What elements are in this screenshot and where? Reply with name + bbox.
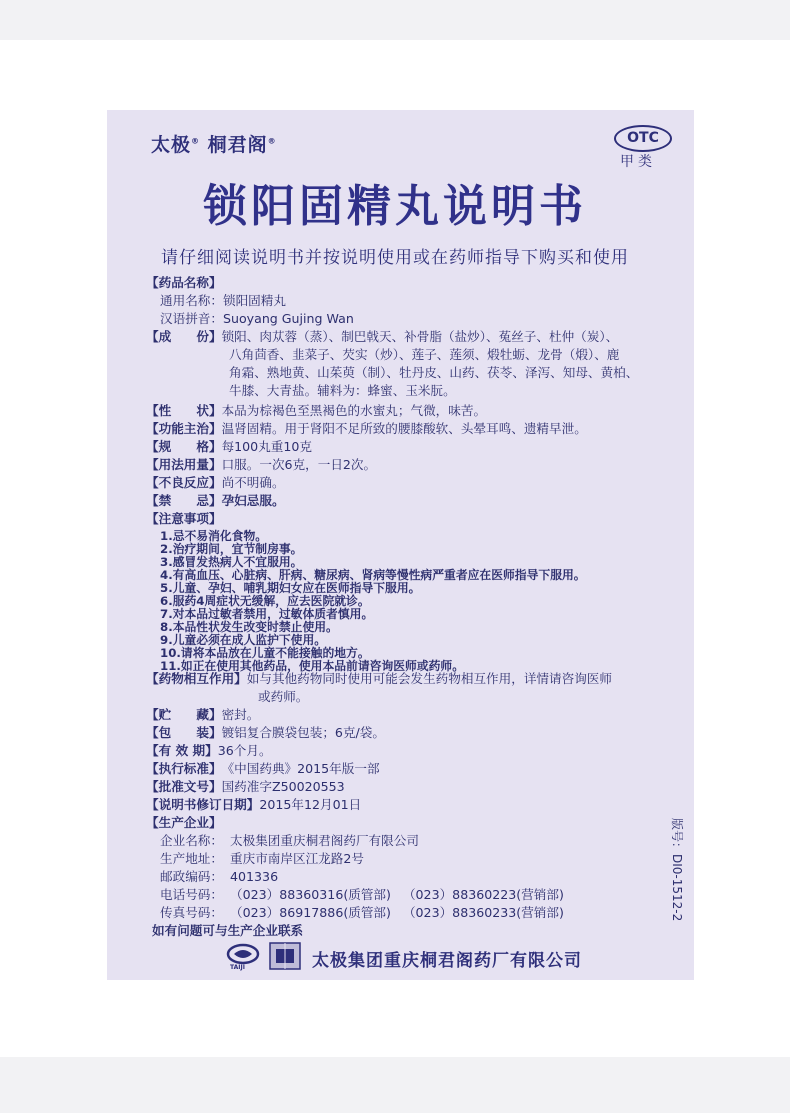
ingredients-label: 【成 份】 — [146, 329, 222, 344]
adverse-row — [146, 474, 285, 491]
version-number — [670, 818, 789, 922]
tongjunge-seal-icon — [268, 940, 302, 976]
storage-row — [146, 706, 259, 723]
contra-label: 【禁 忌】 — [146, 493, 222, 508]
company-phone-key: 电话号码： — [160, 887, 223, 902]
storage-label: 【贮 藏】 — [146, 707, 222, 722]
usage-text: 口服。一次6克，一日2次。 — [221, 457, 377, 472]
character-text: 本品为棕褐色至黑褐色的水蜜丸；气微，味苦。 — [221, 403, 487, 418]
company-fax-2: （023）88360233(营销部) — [402, 905, 564, 920]
maker-header: 【生产企业】 — [146, 815, 222, 830]
note-item: 11.如正在使用其他药品，使用本品前请咨询医师或药师。 — [160, 659, 465, 673]
company-postcode: 401336 — [230, 869, 279, 884]
ingredients-line-1: 锁阳、肉苁蓉（蒸）、制巴戟天、补骨脂（盐炒）、菟丝子、杜仲（炭）、 — [221, 329, 619, 344]
package-text: 镀铝复合膜袋包装；6克/袋。 — [221, 725, 385, 740]
footer-company-name: 太极集团重庆桐君阁药厂有限公司 — [312, 951, 582, 971]
note-item: 4.有高血压、心脏病、肝病、糖尿病、肾病等慢性病严重者应在医师指导下服用。 — [160, 568, 586, 582]
function-label: 【功能主治】 — [146, 421, 222, 436]
company-address-key: 生产地址： — [160, 851, 223, 866]
revision-row — [146, 796, 361, 813]
interaction-label: 【药物相互作用】 — [146, 671, 247, 686]
company-name: 太极集团重庆桐君阁药厂有限公司 — [230, 833, 419, 848]
note-item: 8.本品性状发生改变时禁止使用。 — [160, 620, 338, 634]
contra-text: 孕妇忌服。 — [221, 493, 285, 508]
note-item: 2.治疗期间，宜节制房事。 — [160, 542, 303, 556]
standard-text: 《中国药典》2015年版一部 — [221, 761, 380, 776]
ingredients-line-2: 八角茴香、韭菜子、芡实（炒）、莲子、莲须、煅牡蛎、龙骨（煅）、鹿 — [229, 347, 620, 362]
interaction-text-2: 或药师。 — [258, 689, 309, 704]
validity-label: 【有 效 期】 — [146, 743, 218, 758]
company-phone-row — [160, 886, 564, 903]
pinyin-name: 汉语拼音：Suoyang Gujing Wan — [160, 311, 354, 326]
otc-badge: OTC — [614, 125, 672, 152]
validity-row — [146, 742, 272, 759]
standard-row — [146, 760, 380, 777]
function-text: 温肾固精。用于肾阳不足所致的腰膝酸软、头晕耳鸣、遗精早泄。 — [221, 421, 587, 436]
character-label: 【性 状】 — [146, 403, 222, 418]
top-background-band — [0, 0, 790, 40]
drug-name-header: 【药品名称】 — [146, 275, 222, 290]
page-title: 锁阳固精丸说明书 — [203, 181, 587, 232]
contra-row — [146, 492, 285, 509]
note-item: 5.儿童、孕妇、哺乳期妇女应在医师指导下服用。 — [160, 581, 421, 595]
approval-label: 【批准文号】 — [146, 779, 222, 794]
ingredients-line-4: 牛膝、大青盐。辅料为：蜂蜜、玉米朊。 — [229, 383, 456, 398]
ingredients-line-3: 角霜、熟地黄、山茱萸（制）、牡丹皮、山药、茯苓、泽泻、知母、黄柏、 — [229, 365, 639, 380]
note-item: 7.对本品过敏者禁用，过敏体质者慎用。 — [160, 607, 374, 621]
taiji-logo-icon — [226, 943, 260, 977]
company-postcode-key: 邮政编码： — [160, 869, 223, 884]
taiji-logo-text: TAIJI — [230, 964, 245, 971]
package-row — [146, 724, 385, 741]
otc-class-label: 甲类 — [620, 154, 656, 170]
character-row — [146, 402, 486, 419]
revision-text: 2015年12月01日 — [259, 797, 362, 812]
company-phone-1: （023）88360316(质管部) — [230, 887, 391, 902]
usage-label: 【用法用量】 — [146, 457, 222, 472]
company-fax-row — [160, 904, 564, 921]
company-name-row — [160, 832, 419, 849]
note-item: 3.感冒发热病人不宜服用。 — [160, 555, 303, 569]
interaction-row — [146, 670, 612, 687]
function-row — [146, 420, 587, 437]
validity-text: 36个月。 — [217, 743, 272, 758]
contact-note: 如有问题可与生产企业联系 — [152, 923, 304, 938]
spec-label: 【规 格】 — [146, 439, 222, 454]
bottom-background-band — [0, 1057, 790, 1113]
company-phone-2: （023）88360223(营销部) — [402, 887, 564, 902]
note-item: 6.服药4周症状无缓解，应去医院就诊。 — [160, 594, 370, 608]
company-fax-1: （023）86917886(质管部) — [230, 905, 391, 920]
brand-logo-text — [151, 130, 277, 157]
company-address: 重庆市南岸区江龙路2号 — [230, 851, 364, 866]
reg-mark: ® — [191, 136, 201, 146]
note-item: 10.请将本品放在儿童不能接触的地方。 — [160, 646, 370, 660]
page-subtitle: 请仔细阅读说明书并按说明使用或在药师指导下购买和使用 — [161, 248, 629, 268]
adverse-text: 尚不明确。 — [221, 475, 285, 490]
package-label: 【包 装】 — [146, 725, 222, 740]
standard-label: 【执行标准】 — [146, 761, 222, 776]
note-item: 9.儿童必须在成人监护下使用。 — [160, 633, 327, 647]
reg-mark: ® — [267, 136, 277, 146]
notes-header: 【注意事项】 — [146, 511, 222, 526]
revision-label: 【说明书修订日期】 — [146, 797, 260, 812]
generic-name: 通用名称：锁阳固精丸 — [160, 293, 286, 308]
approval-text: 国药准字Z50020553 — [221, 779, 345, 794]
spec-row — [146, 438, 312, 455]
company-name-key: 企业名称： — [160, 833, 223, 848]
note-item: 1.忌不易消化食物。 — [160, 529, 268, 543]
ingredients-row — [146, 328, 618, 345]
company-fax-key: 传真号码： — [160, 905, 223, 920]
company-address-row — [160, 850, 364, 867]
interaction-text-1: 如与其他药物同时使用可能会发生药物相互作用，详情请咨询医师 — [246, 671, 612, 686]
brand-tongjunge: 桐君阁 — [207, 134, 268, 156]
spec-text: 每100丸重10克 — [221, 439, 313, 454]
adverse-label: 【不良反应】 — [146, 475, 222, 490]
company-postcode-row — [160, 868, 278, 885]
version-text: 版号：DI0-1512-2 — [670, 818, 684, 922]
brand-taiji: 太极 — [151, 134, 192, 156]
storage-text: 密封。 — [221, 707, 260, 722]
usage-row — [146, 456, 376, 473]
approval-row — [146, 778, 345, 795]
